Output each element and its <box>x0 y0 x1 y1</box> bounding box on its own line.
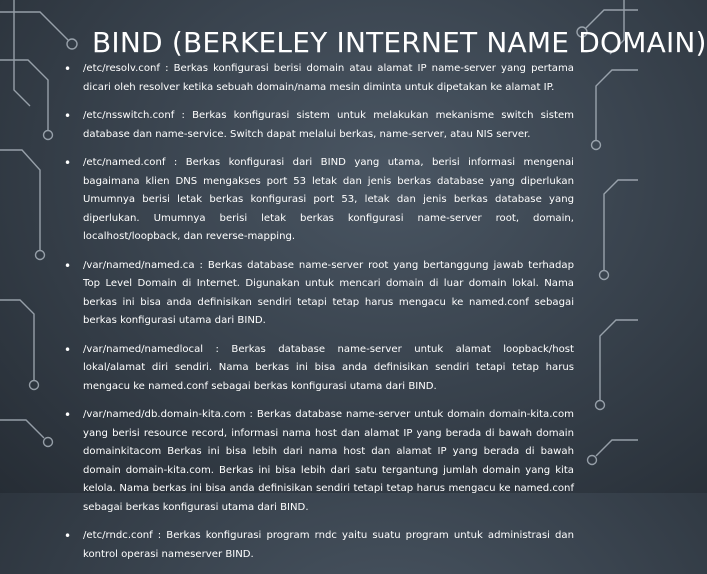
list-item <box>64 107 574 144</box>
list-item <box>64 154 574 247</box>
list-item <box>64 527 574 564</box>
bullet-icon: • <box>64 342 72 357</box>
list-item <box>64 257 574 331</box>
list-item-text: /etc/named.conf : Berkas konfigurasi dari BIND yang utama, berisi informasi mengenai bagaimana klien DNS mengakses port 53 letak dan jenis berkas database yang diperlukan Umumnya berisi letak berkas konfigurasi port 53, letak dan jenis berkas database yang diperlukan. Umumnya berisi letak berkas konfigurasi name-server root, domain, localhost/loopback, dan reverse-mapping. <box>83 157 574 242</box>
list-item-text: /etc/nsswitch.conf : Berkas konfigurasi sistem untuk melakukan mekanisme switch sistem database dan name-service. Switch dapat melalui berkas, name-server, atau NIS server. <box>83 110 574 140</box>
list-item-text: /etc/resolv.conf : Berkas konfigurasi berisi domain atau alamat IP name-server yang pertama dicari oleh resolver ketika sebuah domain/nama mesin diminta untuk dipetakan ke alamat IP. <box>83 63 574 93</box>
list-item <box>64 406 574 517</box>
bullet-icon: • <box>64 156 72 170</box>
list-item-text: /var/named/db.domain-kita.com : Berkas database name-server untuk domain domain-kita.com yang berisi resource record, informasi nama host dan alamat IP yang berada di bawah domain domainkitacom Berkas ini bisa lebih dari nama host dan alamat IP yang berada di bawah domain domain-kita.com. Berkas ini bisa lebih dari satu tergantung jumlah domain yang kita kelola. Nama berkas ini bisa anda definisikan sendiri tetapi tetap harus mengacu ke named.conf sebagai berkas konfigurasi utama dari BIND. <box>83 409 574 513</box>
bullet-icon: • <box>64 62 72 76</box>
list-item-text: /var/named/named.ca : Berkas database name-server root yang bertanggung jawab terhadap Top Level Domain di Internet. Digunakan untuk mencari domain di luar domain lokal. Nama berkas ini bisa anda definisikan sendiri tetapi tetap harus mengacu ke named.conf sebagai berkas konfigurasi utama dari BIND. <box>83 259 574 326</box>
bullet-icon: • <box>64 529 72 543</box>
bullet-icon: • <box>64 408 72 422</box>
bullet-list <box>64 60 574 574</box>
bullet-icon: • <box>64 109 72 123</box>
list-item <box>64 60 574 97</box>
list-item-text: /etc/rndc.conf : Berkas konfigurasi program rndc yaitu suatu program untuk administrasi dan kontrol operasi nameserver BIND. <box>83 530 574 560</box>
page-title: BIND (BERKELEY INTERNET NAME DOMAIN) <box>92 26 707 59</box>
list-item <box>64 341 574 397</box>
list-item-text: /var/named/namedlocal : Berkas database name-server untuk alamat loopback/host lokal/alamat diri sendiri. Nama berkas ini bisa anda definisikan sendiri tetapi tetap harus mengacu ke named.conf sebagai berkas konfigurasi utama dari BIND. <box>83 343 574 392</box>
bullet-icon: • <box>64 258 72 273</box>
